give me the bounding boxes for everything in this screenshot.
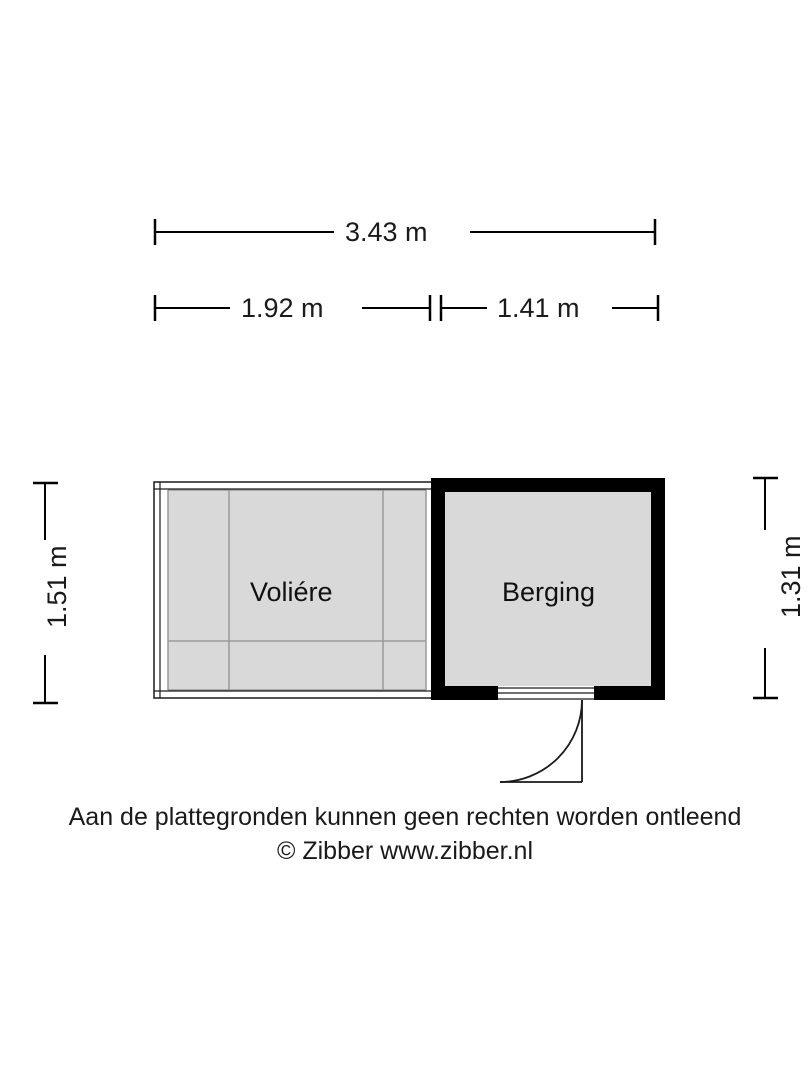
door-berging <box>498 686 594 782</box>
dimension-line-right-height <box>753 478 778 698</box>
room-label-berging: Berging <box>502 577 596 607</box>
dimension-label-left-section: 1.92 m <box>241 293 324 323</box>
dimension-label-total: 3.43 m <box>345 217 428 247</box>
dimension-label-right-height: 1.31 m <box>776 535 806 618</box>
dimension-label-left-height: 1.51 m <box>42 545 72 628</box>
footer-disclaimer: Aan de plattegronden kunnen geen rechten worden ontleend <box>68 803 742 831</box>
dimension-label-right-section: 1.41 m <box>497 293 580 323</box>
footer-copyright: © Zibber www.zibber.nl <box>276 837 534 865</box>
footer <box>0 800 810 868</box>
room-label-voliere: Voliére <box>250 577 333 607</box>
